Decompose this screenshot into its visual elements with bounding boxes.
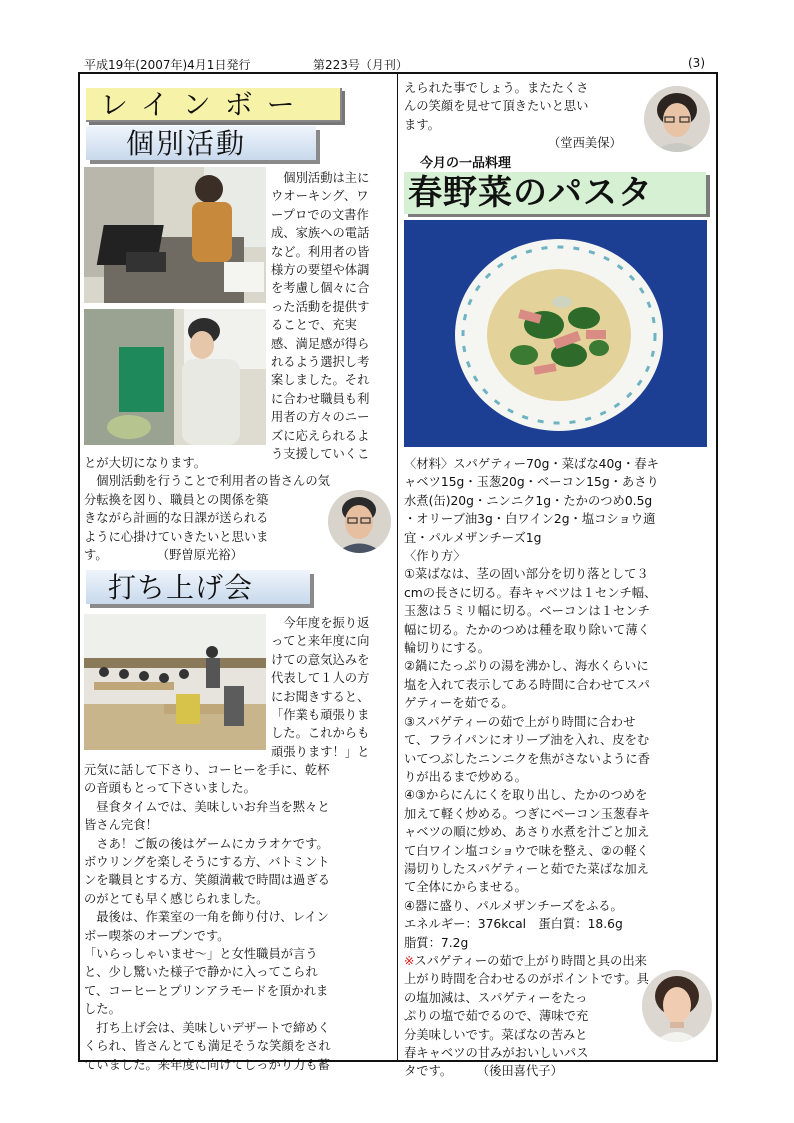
kobetsu-short-line: ように心掛けていきたいと思いま [84, 529, 269, 544]
kobetsu-line: 用者の方々のニー [271, 410, 370, 425]
kobetsu-line: 感、満足感が得ら [271, 336, 370, 351]
portrait-nosohara [328, 490, 391, 553]
kobetsu-narrow-text [271, 169, 397, 464]
right-top-line: んの笑顔を見せて頂きたいと思い [404, 99, 589, 114]
kobetsu-full-line: 分転換を図り、職員との関係を築 [84, 492, 269, 507]
recipe-line: ③スパゲティーの茹で上がり時間に合わせ [404, 714, 636, 729]
recipe-line: エネルギー：376kcal 蛋白質：18.6g [404, 917, 623, 932]
photo-party [84, 614, 266, 750]
kobetsu-short-line: きながら計画的な日課が送られる [84, 511, 269, 526]
portrait-nosohara-illustration [328, 490, 391, 553]
issue-number: 第223号（月刊） [313, 58, 408, 72]
kobetsu-line: に合わせ職員も利 [271, 391, 370, 406]
recipe-line: て全体にからませる。 [404, 880, 527, 895]
recipe-line: 幅に切る。たかのつめは種を取り除いて薄く [404, 622, 650, 637]
recipe-note-short: ぷりの塩で茹でるので、薄味で充 [404, 1009, 589, 1024]
uchiage-line: した。これからも [271, 726, 370, 741]
recipe-line: 〈材料〉スパゲティー70g・菜ばな40g・春キ [404, 457, 659, 471]
portrait-ushiroda [642, 970, 712, 1042]
kobetsu-line: れるよう選択し考 [271, 355, 370, 370]
uchiage-full-line: 昼食タイムでは、美味しいお弁当を黙々と [84, 799, 330, 814]
photo-office-illustration [84, 167, 266, 303]
uchiage-full-line: ンを職員とする方、笑顔満載で時間は過ぎる [84, 873, 330, 888]
uchiage-full-line: のがとても早く感じられました。 [84, 891, 269, 906]
photo-pasta [404, 220, 707, 447]
kobetsu-line: った活動を提供す [271, 299, 370, 314]
recipe-line: ャベツの順に炒め、あさり水煮を汁ごと加え [404, 825, 650, 840]
uchiage-line: 今年度を振り返 [271, 616, 370, 630]
recipe-note-short: タです。 （後田喜代子） [404, 1064, 563, 1079]
recipe-note-short: 春キャベツの甘みがおいしいパス [404, 1046, 589, 1060]
recipe-note-short: 分美味しいです。菜ばなの苦みと [404, 1027, 588, 1042]
uchiage-full-line: 元気に話して下さり、コーヒーを手に、乾杯 [84, 763, 330, 777]
kobetsu-line: ープロでの文書作 [271, 207, 369, 222]
uchiage-line: ってと来年度に向 [271, 634, 370, 649]
photo-phone-illustration [84, 309, 266, 445]
note-first-line: スパゲティーの茹で上がり時間と具の出来 [414, 953, 647, 968]
uchiage-narrow-text [271, 614, 397, 761]
kobetsu-line: う支援していくこ [271, 447, 370, 462]
recipe-line: ①菜ばなは、茎の固い部分を切り落として３ [404, 567, 649, 582]
kobetsu-line: 様方の要望や体調 [271, 263, 370, 278]
recipe-line: 輪切りにする。 [404, 641, 491, 656]
kobetsu-short-line: す。 （野曽原光裕） [84, 548, 243, 563]
uchiage-full-line: した。 [84, 1002, 121, 1017]
recipe-line: 湯切りしたスパゲティーと茹でた菜ばな加え [404, 861, 649, 876]
recipe-line: りが出るまで炒める。 [404, 769, 527, 784]
uchiage-full-text [84, 761, 396, 1074]
recipe-line: ャベツ15g・玉葱20g・ベーコン15g・あさり [404, 475, 659, 490]
uchiage-line: 頑張ります！」と [271, 744, 370, 759]
recipe-line: ・オリーブ油3g・白ワイン2g・塩コショウ適 [404, 512, 656, 527]
uchiage-full-line: と、少し驚いた様子で静かに入ってこられ [84, 965, 318, 980]
portrait-ushiroda-illustration [642, 970, 712, 1042]
issue-date: 平成19年(2007年)4月1日発行 [84, 58, 251, 72]
recipe-line: ②鍋にたっぷりの湯を沸かし、海水くらいに [404, 659, 649, 674]
right-top-line: ます。 [404, 117, 440, 132]
uchiage-full-line: ボー喫茶のオープンです。 [84, 928, 230, 943]
photo-phone [84, 309, 266, 445]
kobetsu-full-line: 個別活動を行うことで利用者の皆さんの気 [84, 474, 330, 489]
recipe-note-line [404, 952, 716, 970]
recipe-line: 脂質：7.2g [404, 935, 469, 950]
uchiage-full-line: 打ち上げ会は、美味しいデザートで締めく [84, 1020, 330, 1035]
recipe-line: ④③からにんにくを取り出し、たかのつめを [404, 788, 648, 803]
portrait-domai-illustration [644, 86, 710, 152]
uchiage-line: にお聞きすると、 [271, 689, 370, 704]
right-top-line: えられた事でしょう。またたくさ [404, 81, 589, 95]
photo-party-illustration [84, 614, 266, 750]
kobetsu-line: を考慮し個々に合 [271, 281, 370, 296]
recipe-line: 水煮(缶)20g・ニンニク1g・たかのつめ0.5g [404, 493, 653, 508]
right-top-text [404, 79, 640, 153]
uchiage-full-line: て、コーヒーとプリンアラモードを頂かれま [84, 983, 329, 998]
uchiage-title: 打ち上げ会 [86, 570, 310, 604]
kobetsu-line: ウオーキング、ワ [271, 189, 369, 204]
recipe-title: 春野菜のパスタ [404, 172, 706, 214]
recipe-line: いてつぶしたニンニクを焦がさないように香 [404, 751, 650, 766]
photo-office [84, 167, 266, 303]
portrait-domai [644, 86, 710, 152]
uchiage-full-line: ていました。来年度に向けてしっかり力も蓄 [84, 1057, 330, 1072]
recipe-line: 宜・パルメザンチーズ1g [404, 530, 542, 545]
recipe-note-line: 上がり時間を合わせるのがポイントです。具 [404, 972, 649, 987]
recipe-label: 今月の一品料理 [420, 156, 512, 171]
uchiage-line: けての意気込みを [271, 652, 370, 667]
recipe-note-short: の塩加減は、スパゲティーをたっ [404, 990, 588, 1005]
uchiage-line: 「作業も頑張りま [271, 708, 370, 723]
column-divider [397, 72, 398, 1062]
kobetsu-line: 成、家族への電話 [271, 226, 370, 241]
uchiage-full-line: 皆さん完食！ [84, 818, 158, 833]
kobetsu-line: など。利用者の皆 [271, 244, 370, 259]
kobetsu-line: 案しました。それ [271, 373, 370, 388]
kobetsu-line: ズに応えられるよ [271, 428, 370, 443]
uchiage-full-line: の音頭もとって下さいました。 [84, 781, 256, 796]
kobetsu-line: ることで、充実 [271, 318, 357, 333]
recipe-line: て、フライパンにオリーブ油を入れ、皮をむ [404, 733, 650, 748]
section-title-rainbow: レインボー [86, 88, 342, 122]
uchiage-full-line: さあ！ご飯の後はゲームにカラオケです。 [84, 836, 329, 851]
uchiage-full-line: ボウリングを楽しそうにする方、バトミント [84, 855, 330, 870]
recipe-line: て白ワイン塩コショウで味を整え、②の軽く [404, 843, 649, 858]
page-number: (3) [688, 56, 705, 70]
kobetsu-line: 個別活動は主に [271, 171, 370, 185]
recipe-line: ④器に盛り、パルメザンチーズをふる。 [404, 898, 623, 913]
recipe-line: 加えて軽く炒める。つぎにベーコン玉葱春キ [404, 806, 650, 821]
note-mark: ※ [404, 953, 415, 968]
uchiage-full-line: 「いらっしゃいませ～」と女性職員が言う [84, 947, 318, 962]
photo-pasta-illustration [404, 220, 707, 447]
recipe-line: 〈作り方〉 [404, 549, 466, 564]
uchiage-line: 代表して１人の方 [271, 671, 370, 686]
kobetsu-title: 個別活動 [86, 126, 316, 160]
author-domai: （堂西美保） [548, 136, 622, 151]
recipe-line: cmの長さに切る。春キャベツは１センチ幅、 [404, 585, 657, 600]
uchiage-full-line: 最後は、作業室の一角を飾り付け、レイン [84, 910, 329, 925]
uchiage-full-line: くられ、皆さんとても満足そうな笑顔をされ [84, 1039, 331, 1054]
recipe-line: ゲティーを茹でる。 [404, 696, 514, 711]
kobetsu-full-line: とが大切になります。 [84, 456, 206, 470]
recipe-line: 玉葱は５ミリ幅に切る。ベーコンは１センチ [404, 604, 650, 619]
recipe-line: 塩を入れて表示してある時間に合わせてスパ [404, 677, 650, 692]
